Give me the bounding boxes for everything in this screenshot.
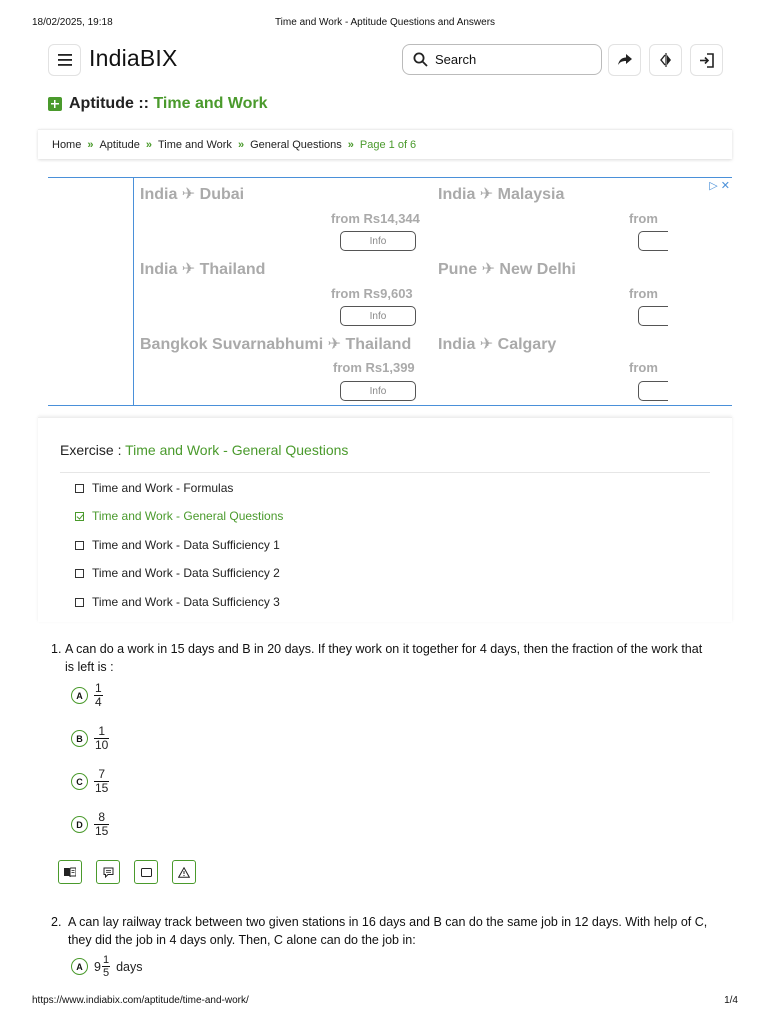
- menu-button[interactable]: [48, 44, 81, 76]
- checkbox-icon: [75, 598, 84, 607]
- exercise-link-label: Time and Work - Data Sufficiency 3: [92, 595, 280, 609]
- ad-route[interactable]: Bangkok Suvarnabhumi ✈ Thailand: [140, 336, 412, 353]
- title-separator: ::: [138, 95, 149, 112]
- print-url: https://www.indiabix.com/aptitude/time-and-work/: [32, 995, 249, 1006]
- fraction: [102, 954, 110, 979]
- breadcrumb-home[interactable]: Home: [52, 138, 82, 151]
- discuss-button[interactable]: [96, 860, 120, 884]
- denominator: 10: [95, 738, 109, 752]
- exercise-link-label: Time and Work - Data Sufficiency 2: [92, 566, 280, 580]
- whole-part: 9: [94, 959, 101, 974]
- login-icon: [699, 53, 714, 68]
- print-date: 18/02/2025, 19:18: [32, 17, 113, 28]
- numerator: 1: [98, 724, 106, 738]
- question-number: 1.: [51, 642, 62, 656]
- exercise-link-label: Time and Work - General Questions: [92, 509, 284, 523]
- option-b[interactable]: [71, 725, 109, 752]
- contrast-icon: [658, 52, 674, 68]
- share-button[interactable]: [608, 44, 641, 76]
- exercise-name: Time and Work - General Questions: [125, 442, 349, 458]
- logo[interactable]: IndiaBIX: [89, 45, 178, 71]
- option-letter[interactable]: D: [71, 816, 88, 833]
- ad-info-button[interactable]: Info: [340, 306, 416, 326]
- question-number: 2.: [51, 915, 62, 929]
- option-a[interactable]: [71, 682, 103, 709]
- question-1: [51, 640, 711, 676]
- exercise-link-label: Time and Work - Formulas: [92, 481, 234, 495]
- option-letter[interactable]: C: [71, 773, 88, 790]
- option-letter[interactable]: A: [71, 958, 88, 975]
- fraction: [94, 682, 103, 709]
- checkbox-icon: [75, 484, 84, 493]
- section-title: Aptitude: [69, 95, 134, 112]
- breadcrumb-aptitude[interactable]: Aptitude: [99, 138, 140, 151]
- ad-price: from: [629, 360, 658, 375]
- breadcrumb-separator: »: [237, 138, 245, 151]
- ad-info-button[interactable]: [638, 306, 668, 326]
- ad-route[interactable]: India ✈ Malaysia: [438, 186, 565, 203]
- exercise-link-label: Time and Work - Data Sufficiency 1: [92, 538, 280, 552]
- share-icon: [618, 54, 632, 66]
- ad-info-button[interactable]: Info: [340, 381, 416, 401]
- option-c[interactable]: [71, 768, 109, 795]
- view-answer-button[interactable]: [58, 860, 82, 884]
- search-input[interactable]: [402, 44, 602, 75]
- breadcrumb-time-and-work[interactable]: Time and Work: [157, 138, 232, 151]
- unit: days: [116, 959, 143, 974]
- ad-route[interactable]: India ✈ Dubai: [140, 186, 245, 203]
- topic-title: Time and Work: [153, 95, 268, 112]
- ad-price: from Rs1,399: [333, 360, 415, 375]
- numerator: 7: [98, 767, 106, 781]
- checkbox-icon: [75, 541, 84, 550]
- divider: [60, 472, 710, 473]
- option-d[interactable]: [71, 811, 109, 838]
- report-button[interactable]: [172, 860, 196, 884]
- search-placeholder: Search: [435, 52, 477, 67]
- numerator: 8: [98, 810, 106, 824]
- exercise-title: [60, 442, 348, 458]
- exercise-link-general-questions[interactable]: [75, 509, 283, 523]
- denominator: 5: [102, 967, 110, 979]
- breadcrumb-general-questions[interactable]: General Questions: [250, 138, 342, 151]
- print-title: Time and Work - Aptitude Questions and Answers: [274, 17, 496, 28]
- breadcrumb-separator: »: [145, 138, 152, 151]
- login-button[interactable]: [690, 44, 723, 76]
- question-text: A can do a work in 15 days and B in 20 days. If they work on it together for 4 days, then the fraction of the work that is left is :: [65, 642, 703, 674]
- ad-info-button[interactable]: Info: [340, 231, 416, 251]
- exercise-link-data-sufficiency-2[interactable]: [75, 566, 280, 580]
- mixed-number: [94, 954, 142, 979]
- print-footer: [32, 995, 738, 1009]
- exercise-link-formulas[interactable]: [75, 481, 233, 495]
- grid-icon: [48, 97, 62, 111]
- page-title: [48, 95, 268, 113]
- ad-route[interactable]: Pune ✈ New Delhi: [438, 261, 576, 278]
- ad-price: from Rs9,603: [331, 286, 413, 301]
- ad-info-button[interactable]: [638, 381, 668, 401]
- denominator: 15: [95, 824, 109, 838]
- comment-icon: [103, 867, 114, 878]
- ad-price: from: [629, 211, 658, 226]
- ad-divider: [133, 178, 134, 405]
- fraction: [94, 811, 109, 838]
- workspace-icon: [141, 868, 152, 877]
- denominator: 15: [95, 781, 109, 795]
- ad-price: from Rs14,344: [331, 211, 420, 226]
- print-header: [32, 17, 738, 31]
- top-bar: [48, 43, 724, 77]
- fraction: [94, 725, 109, 752]
- question-text: A can lay railway track between two given stations in 16 days and B can do the same job in 12 days. With help of C, they did the job in 4 days only. Then, C alone can do the job in:: [68, 915, 708, 947]
- workspace-button[interactable]: [134, 860, 158, 884]
- numerator: 1: [102, 954, 110, 966]
- checked-checkbox-icon: [75, 512, 84, 521]
- exercise-card: [38, 417, 732, 622]
- checkbox-icon: [75, 569, 84, 578]
- question-tools: [58, 860, 210, 884]
- denominator: 4: [95, 695, 102, 709]
- warning-icon: [178, 867, 190, 878]
- question-2: [51, 913, 711, 949]
- hamburger-icon: [58, 54, 72, 66]
- print-page-number: 1/4: [724, 995, 738, 1006]
- theme-toggle-button[interactable]: [649, 44, 682, 76]
- fraction: [94, 768, 109, 795]
- numerator: 1: [95, 681, 102, 695]
- ad-route[interactable]: India ✈ Thailand: [140, 261, 266, 278]
- ad-choices-icon[interactable]: ▷ ✕: [709, 180, 730, 192]
- ad-price: from: [629, 286, 658, 301]
- breadcrumb-separator: »: [347, 138, 354, 151]
- exercise-label: Exercise :: [60, 442, 122, 458]
- ad-info-button[interactable]: [638, 231, 668, 251]
- breadcrumb: [38, 129, 732, 159]
- option-letter[interactable]: A: [71, 687, 88, 704]
- breadcrumb-separator: »: [87, 138, 94, 151]
- search-icon: [413, 52, 428, 67]
- ad-route[interactable]: India ✈ Calgary: [438, 336, 557, 353]
- book-icon: [64, 867, 76, 877]
- option-a[interactable]: [71, 954, 142, 979]
- exercise-link-data-sufficiency-3[interactable]: [75, 595, 280, 609]
- exercise-link-data-sufficiency-1[interactable]: [75, 538, 280, 552]
- option-letter[interactable]: B: [71, 730, 88, 747]
- breadcrumb-current-page: Page 1 of 6: [359, 138, 417, 151]
- advertisement[interactable]: [48, 177, 732, 406]
